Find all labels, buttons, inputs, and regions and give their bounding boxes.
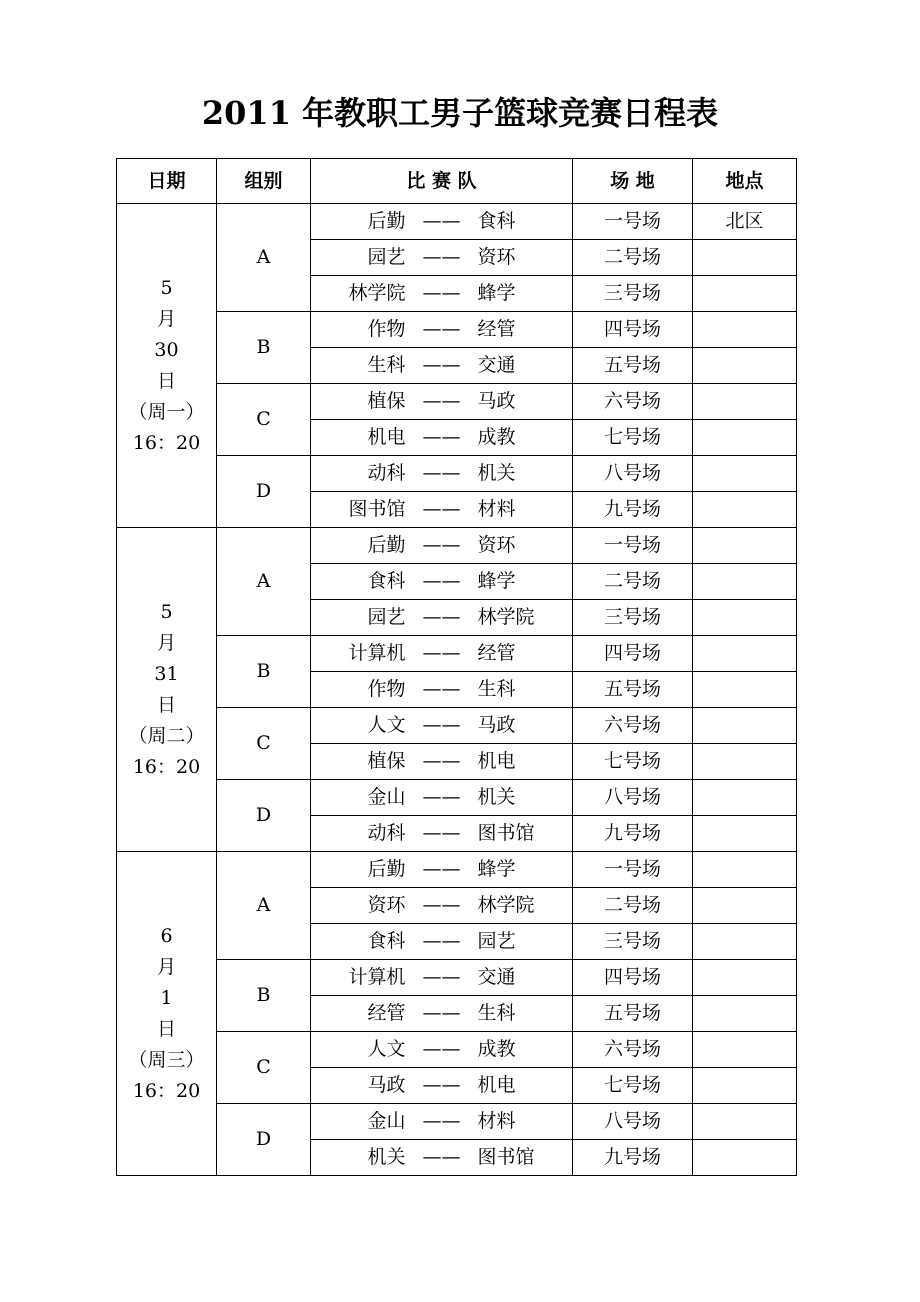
location-cell (693, 636, 797, 672)
date-day-char: 日 (156, 1017, 176, 1040)
away-team: 机关 (477, 786, 516, 809)
group-cell: D (217, 456, 311, 528)
away-team: 交通 (477, 966, 516, 989)
away-team: 食科 (477, 210, 516, 233)
date-weekday: （周三） (128, 1048, 205, 1071)
location-cell (693, 420, 797, 456)
versus-separator: —— (422, 390, 461, 413)
versus-separator: —— (422, 606, 461, 629)
home-team: 后勤 (367, 534, 406, 557)
away-team: 资环 (477, 246, 516, 269)
date-time: 16：20 (132, 755, 201, 778)
versus-separator: —— (422, 570, 461, 593)
location-cell (693, 528, 797, 564)
away-team: 图书馆 (477, 1146, 535, 1169)
venue-cell: 一号场 (573, 528, 693, 564)
table-row (117, 636, 797, 672)
match-cell (311, 204, 573, 240)
venue-cell: 六号场 (573, 1032, 693, 1068)
away-team: 资环 (477, 534, 516, 557)
date-cell (117, 852, 217, 1176)
venue-cell: 六号场 (573, 708, 693, 744)
away-team: 机电 (477, 750, 516, 773)
match-cell (311, 276, 573, 312)
home-team: 后勤 (367, 858, 406, 881)
versus-separator: —— (422, 1146, 461, 1169)
match-cell (311, 384, 573, 420)
home-team: 林学院 (348, 282, 406, 305)
group-cell: C (217, 384, 311, 456)
home-team: 园艺 (367, 246, 406, 269)
home-team: 计算机 (348, 642, 406, 665)
location-cell (693, 600, 797, 636)
match-cell (311, 744, 573, 780)
location-cell (693, 312, 797, 348)
home-team: 机电 (367, 426, 406, 449)
home-team: 人文 (367, 1038, 406, 1061)
home-team: 食科 (367, 930, 406, 953)
location-cell (693, 1032, 797, 1068)
match-cell (311, 672, 573, 708)
away-team: 蜂学 (477, 570, 516, 593)
match-cell (311, 1032, 573, 1068)
match-cell (311, 492, 573, 528)
venue-cell: 五号场 (573, 996, 693, 1032)
home-team: 金山 (367, 786, 406, 809)
away-team: 经管 (477, 318, 516, 341)
date-cell (117, 204, 217, 528)
location-cell (693, 276, 797, 312)
match-cell (311, 240, 573, 276)
venue-cell: 四号场 (573, 960, 693, 996)
table-row (117, 1104, 797, 1140)
versus-separator: —— (422, 966, 461, 989)
venue-cell: 五号场 (573, 348, 693, 384)
match-cell (311, 852, 573, 888)
venue-cell: 七号场 (573, 420, 693, 456)
group-cell: B (217, 636, 311, 708)
match-cell (311, 1140, 573, 1176)
location-cell (693, 456, 797, 492)
match-cell (311, 348, 573, 384)
versus-separator: —— (422, 822, 461, 845)
date-time: 16：20 (132, 431, 201, 454)
away-team: 林学院 (477, 894, 535, 917)
home-team: 马政 (367, 1074, 406, 1097)
location-cell (693, 708, 797, 744)
match-cell (311, 564, 573, 600)
home-team: 资环 (367, 894, 406, 917)
header-location: 地点 (693, 159, 797, 204)
header-venue: 场 地 (573, 159, 693, 204)
venue-cell: 三号场 (573, 276, 693, 312)
versus-separator: —— (422, 318, 461, 341)
match-cell (311, 420, 573, 456)
venue-cell: 八号场 (573, 780, 693, 816)
date-day-char: 日 (156, 693, 176, 716)
venue-cell: 一号场 (573, 852, 693, 888)
versus-separator: —— (422, 426, 461, 449)
away-team: 蜂学 (477, 858, 516, 881)
venue-cell: 一号场 (573, 204, 693, 240)
away-team: 机关 (477, 462, 516, 485)
header-row (117, 159, 797, 204)
location-cell (693, 564, 797, 600)
versus-separator: —— (422, 750, 461, 773)
table-row (117, 780, 797, 816)
page-title: 2011 年教职工男子篮球竞赛日程表 (201, 94, 719, 132)
schedule-table (116, 158, 797, 1176)
away-team: 林学院 (477, 606, 535, 629)
home-team: 作物 (367, 318, 406, 341)
match-cell (311, 1104, 573, 1140)
away-team: 马政 (477, 390, 516, 413)
group-cell: B (217, 312, 311, 384)
away-team: 蜂学 (477, 282, 516, 305)
location-cell (693, 1140, 797, 1176)
table-row (117, 708, 797, 744)
away-team: 交通 (477, 354, 516, 377)
versus-separator: —— (422, 786, 461, 809)
home-team: 园艺 (367, 606, 406, 629)
home-team: 动科 (367, 462, 406, 485)
versus-separator: —— (422, 534, 461, 557)
match-cell (311, 888, 573, 924)
schedule-body (117, 204, 797, 1176)
header-teams: 比 赛 队 (311, 159, 573, 204)
home-team: 后勤 (367, 210, 406, 233)
match-cell (311, 996, 573, 1032)
versus-separator: —— (422, 1002, 461, 1025)
venue-cell: 五号场 (573, 672, 693, 708)
match-cell (311, 312, 573, 348)
date-day: 1 (160, 986, 173, 1009)
home-team: 人文 (367, 714, 406, 737)
location-cell (693, 744, 797, 780)
venue-cell: 九号场 (573, 1140, 693, 1176)
match-cell (311, 600, 573, 636)
location-cell (693, 960, 797, 996)
group-cell: D (217, 1104, 311, 1176)
venue-cell: 二号场 (573, 564, 693, 600)
location-cell (693, 852, 797, 888)
match-cell (311, 960, 573, 996)
venue-cell: 九号场 (573, 492, 693, 528)
home-team: 生科 (367, 354, 406, 377)
group-cell: A (217, 852, 311, 960)
versus-separator: —— (422, 210, 461, 233)
group-cell: C (217, 708, 311, 780)
versus-separator: —— (422, 1110, 461, 1133)
away-team: 经管 (477, 642, 516, 665)
location-cell (693, 240, 797, 276)
home-team: 植保 (367, 390, 406, 413)
table-row (117, 456, 797, 492)
away-team: 生科 (477, 1002, 516, 1025)
venue-cell: 六号场 (573, 384, 693, 420)
match-cell (311, 636, 573, 672)
versus-separator: —— (422, 1038, 461, 1061)
away-team: 材料 (477, 498, 516, 521)
date-month-char: 月 (156, 631, 176, 654)
group-cell: A (217, 204, 311, 312)
venue-cell: 八号场 (573, 1104, 693, 1140)
away-team: 成教 (477, 1038, 516, 1061)
header-group: 组别 (217, 159, 311, 204)
away-team: 材料 (477, 1110, 516, 1133)
location-cell (693, 672, 797, 708)
date-month-char: 月 (156, 955, 176, 978)
home-team: 计算机 (348, 966, 406, 989)
header-date: 日期 (117, 159, 217, 204)
date-weekday: （周一） (128, 400, 205, 423)
away-team: 机电 (477, 1074, 516, 1097)
group-cell: C (217, 1032, 311, 1104)
versus-separator: —— (422, 462, 461, 485)
versus-separator: —— (422, 678, 461, 701)
location-cell (693, 1104, 797, 1140)
location-cell: 北区 (693, 204, 797, 240)
table-row (117, 204, 797, 240)
venue-cell: 七号场 (573, 1068, 693, 1104)
date-day: 31 (154, 662, 179, 685)
table-row (117, 852, 797, 888)
group-cell: A (217, 528, 311, 636)
date-time: 16：20 (132, 1079, 201, 1102)
home-team: 动科 (367, 822, 406, 845)
home-team: 经管 (367, 1002, 406, 1025)
versus-separator: —— (422, 246, 461, 269)
venue-cell: 八号场 (573, 456, 693, 492)
match-cell (311, 456, 573, 492)
location-cell (693, 492, 797, 528)
venue-cell: 三号场 (573, 600, 693, 636)
home-team: 食科 (367, 570, 406, 593)
table-row (117, 384, 797, 420)
home-team: 作物 (367, 678, 406, 701)
table-row (117, 528, 797, 564)
versus-separator: —— (422, 714, 461, 737)
venue-cell: 四号场 (573, 636, 693, 672)
location-cell (693, 924, 797, 960)
venue-cell: 二号场 (573, 240, 693, 276)
date-month: 6 (160, 924, 173, 947)
date-day: 30 (154, 338, 179, 361)
table-row (117, 312, 797, 348)
group-cell: B (217, 960, 311, 1032)
versus-separator: —— (422, 858, 461, 881)
home-team: 金山 (367, 1110, 406, 1133)
match-cell (311, 816, 573, 852)
versus-separator: —— (422, 282, 461, 305)
location-cell (693, 384, 797, 420)
location-cell (693, 816, 797, 852)
versus-separator: —— (422, 894, 461, 917)
home-team: 机关 (367, 1146, 406, 1169)
table-row (117, 960, 797, 996)
date-month: 5 (160, 276, 173, 299)
versus-separator: —— (422, 1074, 461, 1097)
home-team: 图书馆 (348, 498, 406, 521)
location-cell (693, 348, 797, 384)
date-month: 5 (160, 600, 173, 623)
match-cell (311, 780, 573, 816)
match-cell (311, 924, 573, 960)
table-row (117, 1032, 797, 1068)
versus-separator: —— (422, 498, 461, 521)
away-team: 生科 (477, 678, 516, 701)
group-cell: D (217, 780, 311, 852)
venue-cell: 九号场 (573, 816, 693, 852)
away-team: 园艺 (477, 930, 516, 953)
venue-cell: 二号场 (573, 888, 693, 924)
match-cell (311, 1068, 573, 1104)
match-cell (311, 708, 573, 744)
location-cell (693, 780, 797, 816)
versus-separator: —— (422, 642, 461, 665)
match-cell (311, 528, 573, 564)
date-month-char: 月 (156, 307, 176, 330)
venue-cell: 四号场 (573, 312, 693, 348)
away-team: 马政 (477, 714, 516, 737)
venue-cell: 三号场 (573, 924, 693, 960)
date-cell (117, 528, 217, 852)
venue-cell: 七号场 (573, 744, 693, 780)
home-team: 植保 (367, 750, 406, 773)
versus-separator: —— (422, 930, 461, 953)
date-day-char: 日 (156, 369, 176, 392)
away-team: 成教 (477, 426, 516, 449)
location-cell (693, 1068, 797, 1104)
versus-separator: —— (422, 354, 461, 377)
location-cell (693, 888, 797, 924)
location-cell (693, 996, 797, 1032)
date-weekday: （周二） (128, 724, 205, 747)
away-team: 图书馆 (477, 822, 535, 845)
